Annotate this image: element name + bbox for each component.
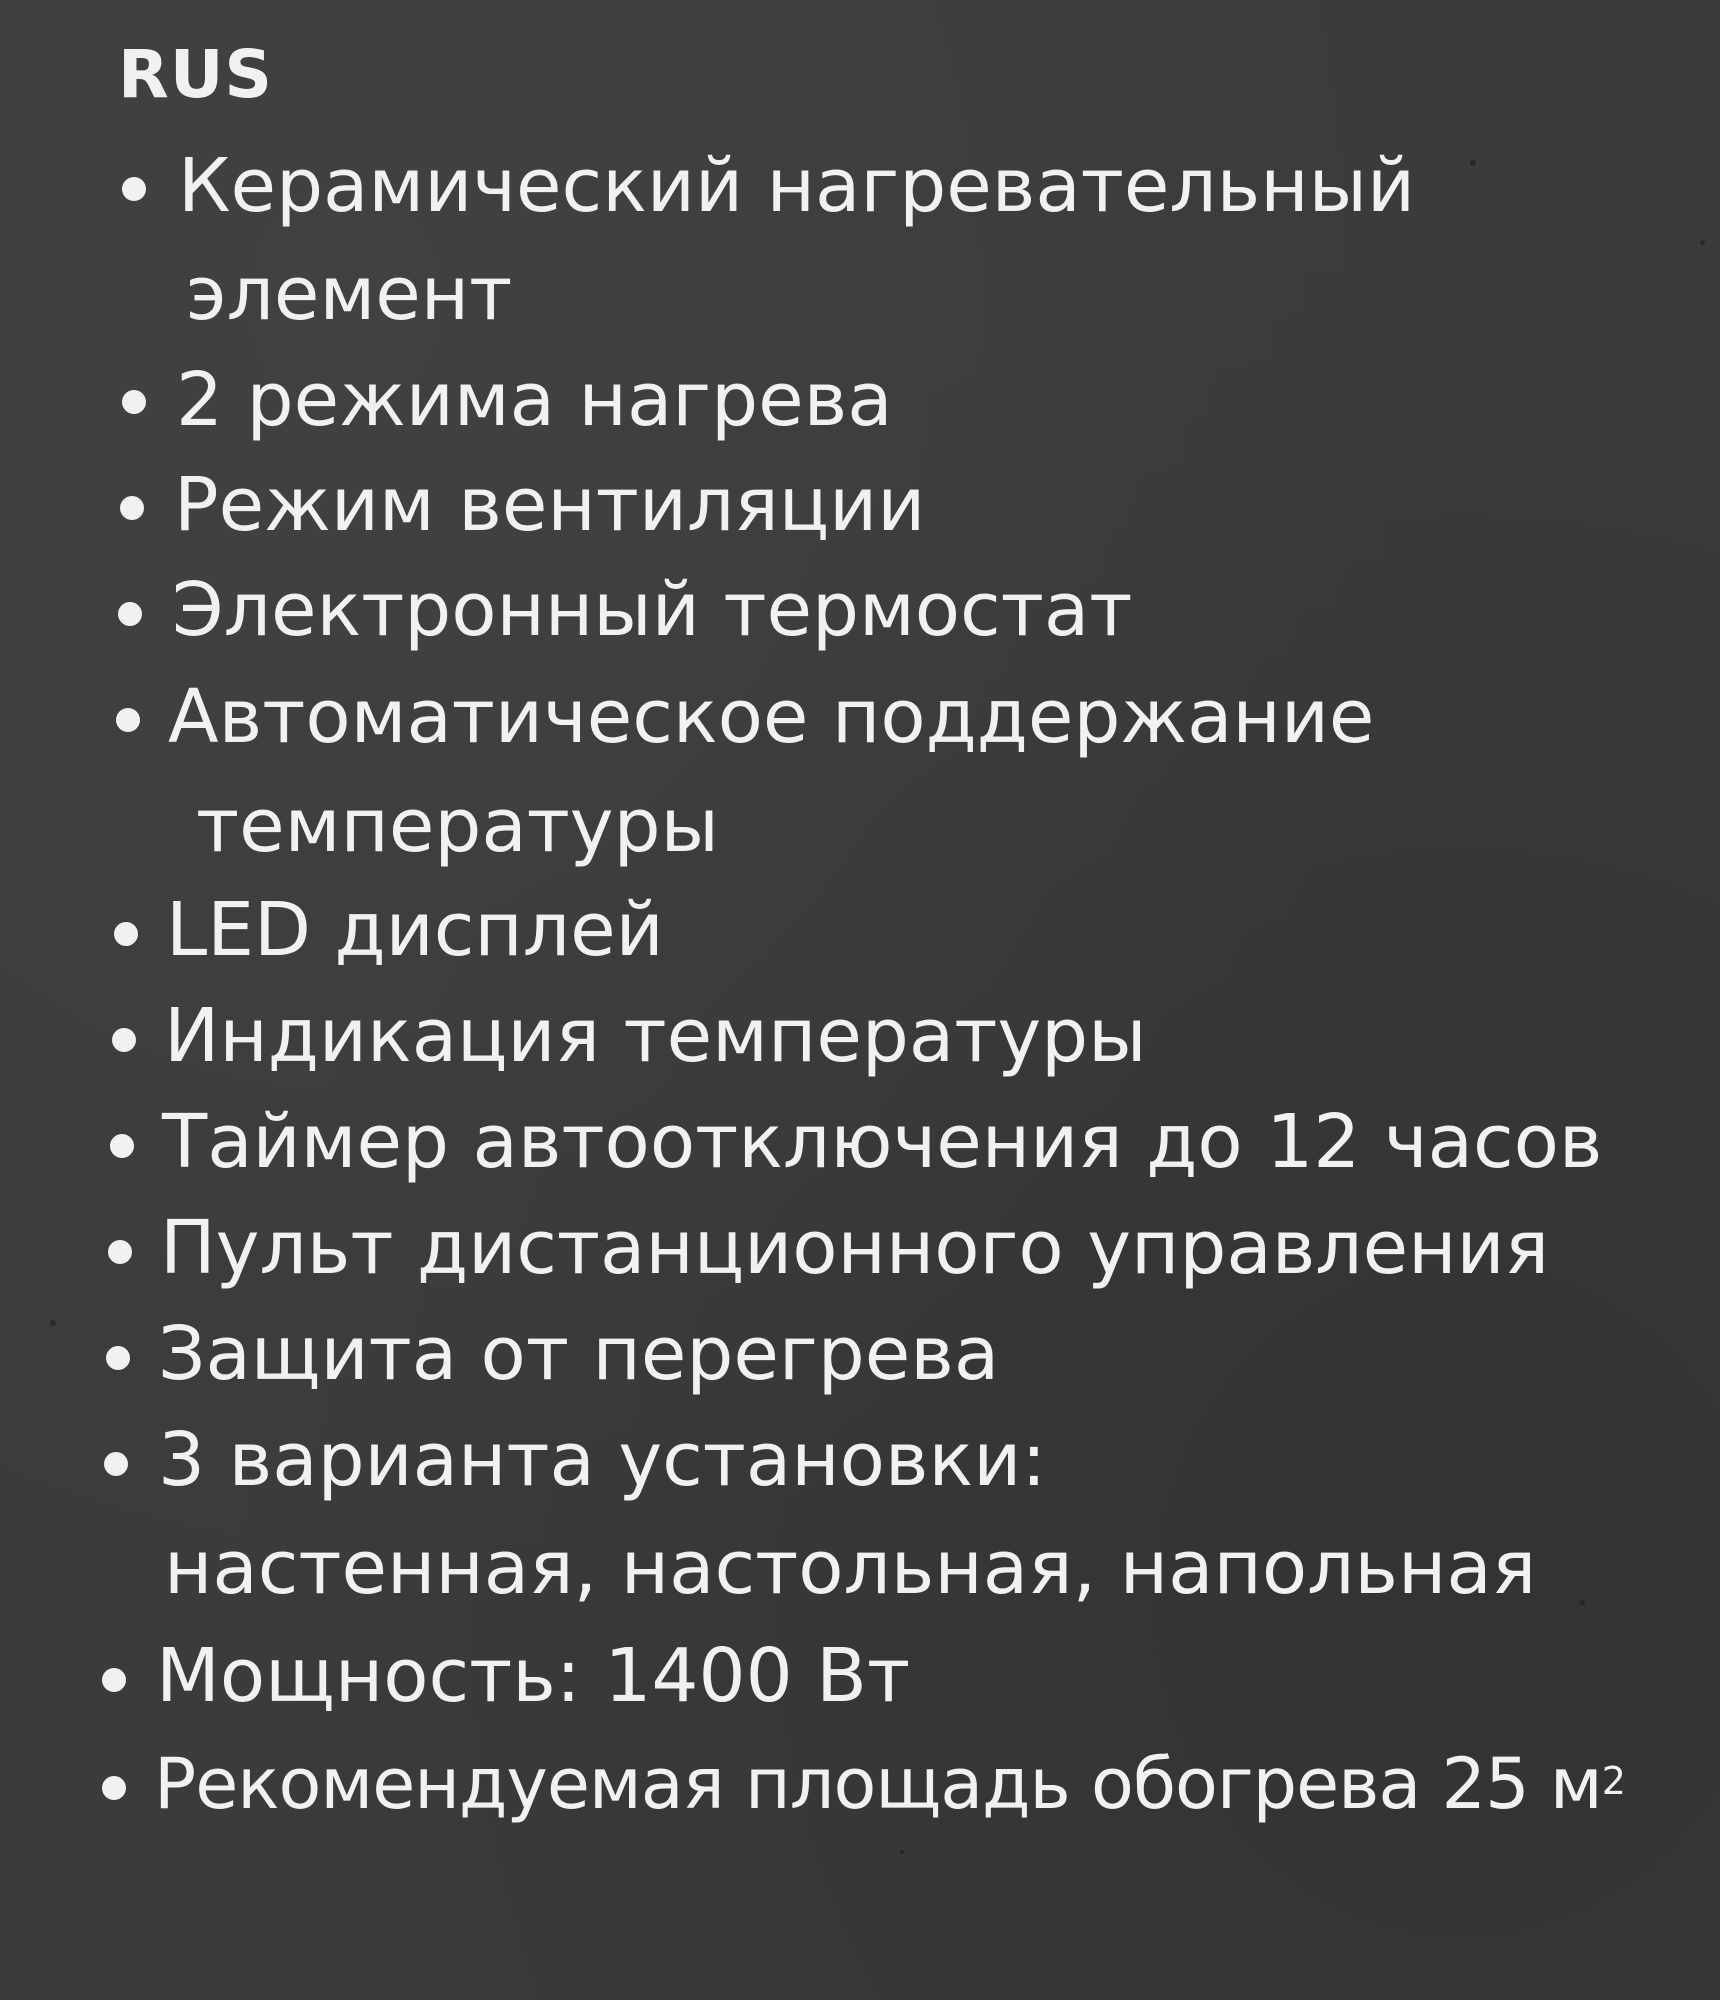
feature-text: Защита от перегрева (158, 1311, 1000, 1397)
feature-text-continuation: элемент (186, 251, 513, 337)
feature-text: 2 режима нагрева (176, 357, 893, 443)
bullet-icon (104, 1452, 128, 1476)
bullet-icon (122, 177, 146, 201)
bullet-icon (118, 602, 142, 626)
feature-text: Индикация температуры (164, 993, 1147, 1079)
feature-text-main: Рекомендуемая площадь обогрева 25 м (154, 1743, 1602, 1825)
feature-text: 3 варианта установки: (158, 1417, 1047, 1503)
feature-text: Мощность: 1400 Вт (156, 1633, 911, 1719)
bullet-icon (122, 390, 146, 414)
feature-text-continuation: настенная, настольная, напольная (164, 1525, 1537, 1611)
feature-text: Керамический нагревательный (178, 143, 1416, 229)
feature-text-continuation: температуры (196, 783, 719, 869)
bullet-icon (116, 708, 140, 732)
feature-text: Режим вентиляции (174, 462, 926, 548)
bullet-icon (112, 1028, 136, 1052)
bullet-icon (106, 1346, 130, 1370)
bullet-icon (108, 1240, 132, 1264)
feature-text: LED дисплей (166, 887, 664, 973)
bullet-icon (114, 922, 138, 946)
feature-text: Пульт дистанционного управления (160, 1205, 1550, 1291)
feature-text: Таймер автоотключения до 12 часов (162, 1099, 1603, 1185)
feature-text: Электронный термостат (172, 567, 1133, 653)
superscript-unit: 2 (1601, 1759, 1625, 1803)
feature-text (154, 1734, 1625, 1845)
bullet-icon (102, 1668, 126, 1692)
bullet-icon (102, 1776, 126, 1800)
bullet-icon (120, 496, 144, 520)
language-label: RUS (118, 36, 273, 113)
bullet-icon (110, 1134, 134, 1158)
feature-text: Автоматическое поддержание (168, 674, 1375, 760)
